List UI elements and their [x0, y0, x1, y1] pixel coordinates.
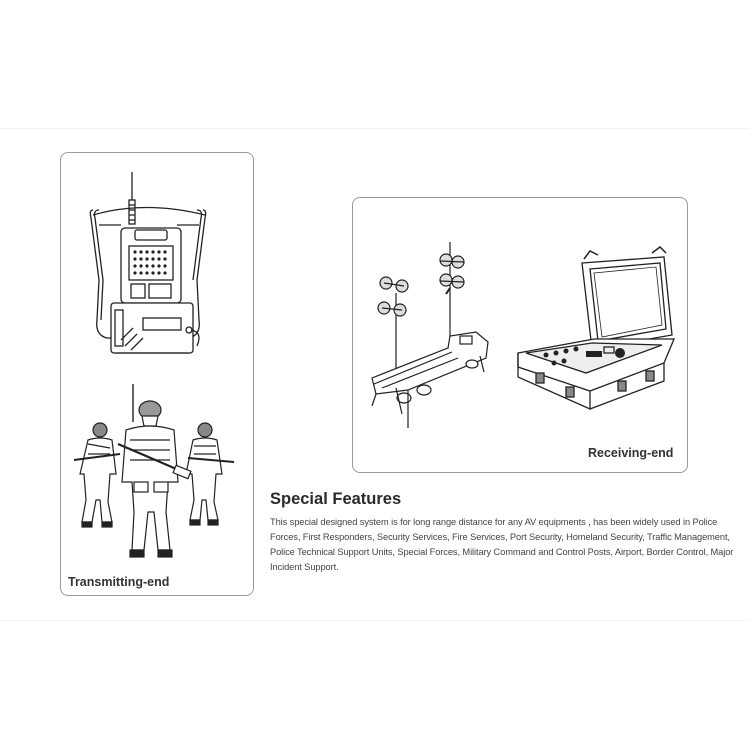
- receiving-end-caption: Receiving-end: [588, 446, 674, 460]
- transmitting-end-caption: Transmitting-end: [68, 575, 170, 589]
- top-divider: [0, 128, 750, 129]
- soldiers-icon: [70, 382, 240, 567]
- features-description: This special designed system is for long range distance for any AV equipments , has been widely used in Police Forces, First Responders, Security Services, Fire Services, Port Security, Homeland Security, Traffic Management, Police Technical Support Units, Special Forces, Military Command and Control Posts, Airport, Border Control, Major Incident Support.: [270, 517, 734, 572]
- bottom-divider: [0, 620, 750, 621]
- mast-truck-icon: [368, 238, 496, 433]
- receiver-case-icon: [514, 243, 679, 413]
- backpack-transmitter-icon: [85, 170, 215, 365]
- features-title: Special Features: [270, 490, 402, 508]
